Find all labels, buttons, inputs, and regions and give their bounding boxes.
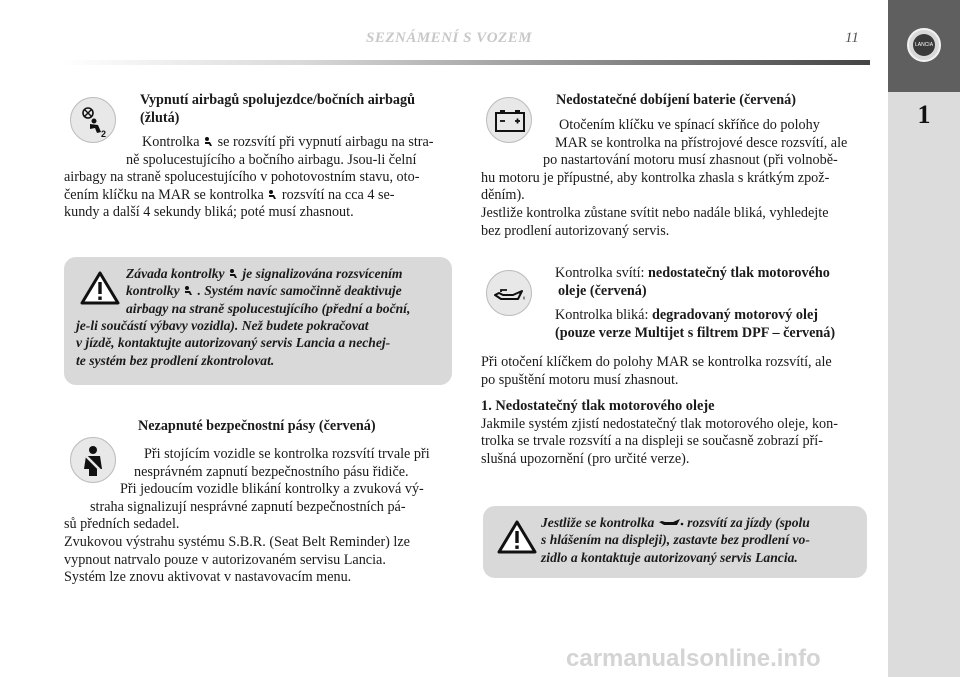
- oil-text: Při otočení klíčkem do polohy MAR se kontrolka rozsvítí, ale po spuštění motoru musí zhasnout. 1. Nedostatečný tlak motorového oleje Jakmile systém zjistí nedostatečný tlak motorového oleje, kon- trolka se trvale rozsvítí a na displeji se současně zobrazí pří- slušná upozornění (pro určité verze).: [481, 354, 838, 467]
- sidebar-logo-band: [888, 0, 960, 92]
- watermark: carmanualsonline.info: [566, 645, 821, 672]
- oil-mini-icon: [658, 517, 684, 527]
- chapter-number: 1: [917, 100, 931, 129]
- oil-pressure-icon: [486, 270, 532, 316]
- section-title: SEZNÁMENÍ S VOZEM: [366, 30, 533, 46]
- airbag-mini-icon-4: [183, 285, 194, 296]
- airbag-text: Kontrolka se rozsvítí při vypnutí airbagu na stra- ně spolucestujícího a bočního airbagu. Jsou-li čelní airbagy na straně spolucestujícího v pohotovostním stavu, oto- čením klíčku na MAR se kontrolka rozsvítí na cca 4 se- kundy a další 4 sekundy bliká; poté musí zhasnout.: [64, 134, 434, 221]
- belt-text: Při stojícím vozidle se kontrolka rozsvítí trvale při nesprávném zapnutí bezpečnostního pásu řidiče. Při jedoucím vozidle blikání kontrolky a zvuková vý- straha signalizují nesprávné zapnutí bezpečnostních pá- sů předních sedadel. Zvukovou výstrahu systému S.B.R. (Seat Belt Reminder) lze vypnout natrvalo pouze v autorizovaném servisu Lancia. Systém lze znovu aktivovat v nastavovacím menu.: [64, 446, 430, 586]
- airbag-title: Vypnutí airbagů spolujezdce/bočních airbagů (žlutá): [140, 92, 415, 126]
- battery-title: Nedostatečné dobíjení baterie (červená): [556, 92, 796, 108]
- belt-title: Nezapnuté bezpečnostní pásy (červená): [138, 418, 376, 434]
- airbag-mini-icon-3: [228, 268, 239, 279]
- warning-triangle-icon: [80, 271, 120, 305]
- svg-text:2: 2: [101, 129, 107, 139]
- oil-status-text: Kontrolka svítí: nedostatečný tlak motorového oleje (červená) Kontrolka bliká: degradovaný motorový olej (pouze verze Multijet s filtrem DPF – červená): [555, 265, 836, 341]
- airbag-warning-box: Závada kontrolky je signalizována rozsvícením kontrolky . Systém navíc samočinně deaktivuje airbagy na straně spolucestujícího (přední a boční, je-li součástí výbavy vozidla). Než budete pokračovat v jízdě, kontaktujte autorizovaný servis Lancia a nechej- te systém bez prodlení zkontrolovat.: [64, 257, 452, 385]
- chapter-sidebar: [888, 0, 960, 677]
- header-rule: [60, 60, 870, 65]
- lancia-logo-icon: LANCIA: [907, 28, 941, 62]
- airbag-mini-icon: [203, 136, 214, 147]
- battery-text: Otočením klíčku ve spínací skříňce do polohy MAR se kontrolka na přístrojové desce rozsvítí, ale po nastartování motoru musí zhasnout (při volnobě- hu motoru je přípustné, aby kontrolka zhasla s krátkým zpož- děním). Jestliže kontrolka zůstane svítit nebo nadále bliká, vyhledejte bez prodlení autorizovaný servis.: [481, 117, 848, 239]
- oil-warning-box: Jestliže se kontrolka rozsvítí za jízdy (spolu s hlášením na displeji), zastavte bez prodlení vo- zidlo a kontaktuje autorizovaný servis Lancia.: [483, 506, 867, 578]
- page-number: 11: [845, 30, 859, 46]
- airbag-mini-icon-2: [267, 189, 278, 200]
- page-header: [0, 0, 888, 70]
- warning-triangle-icon-2: [497, 520, 537, 554]
